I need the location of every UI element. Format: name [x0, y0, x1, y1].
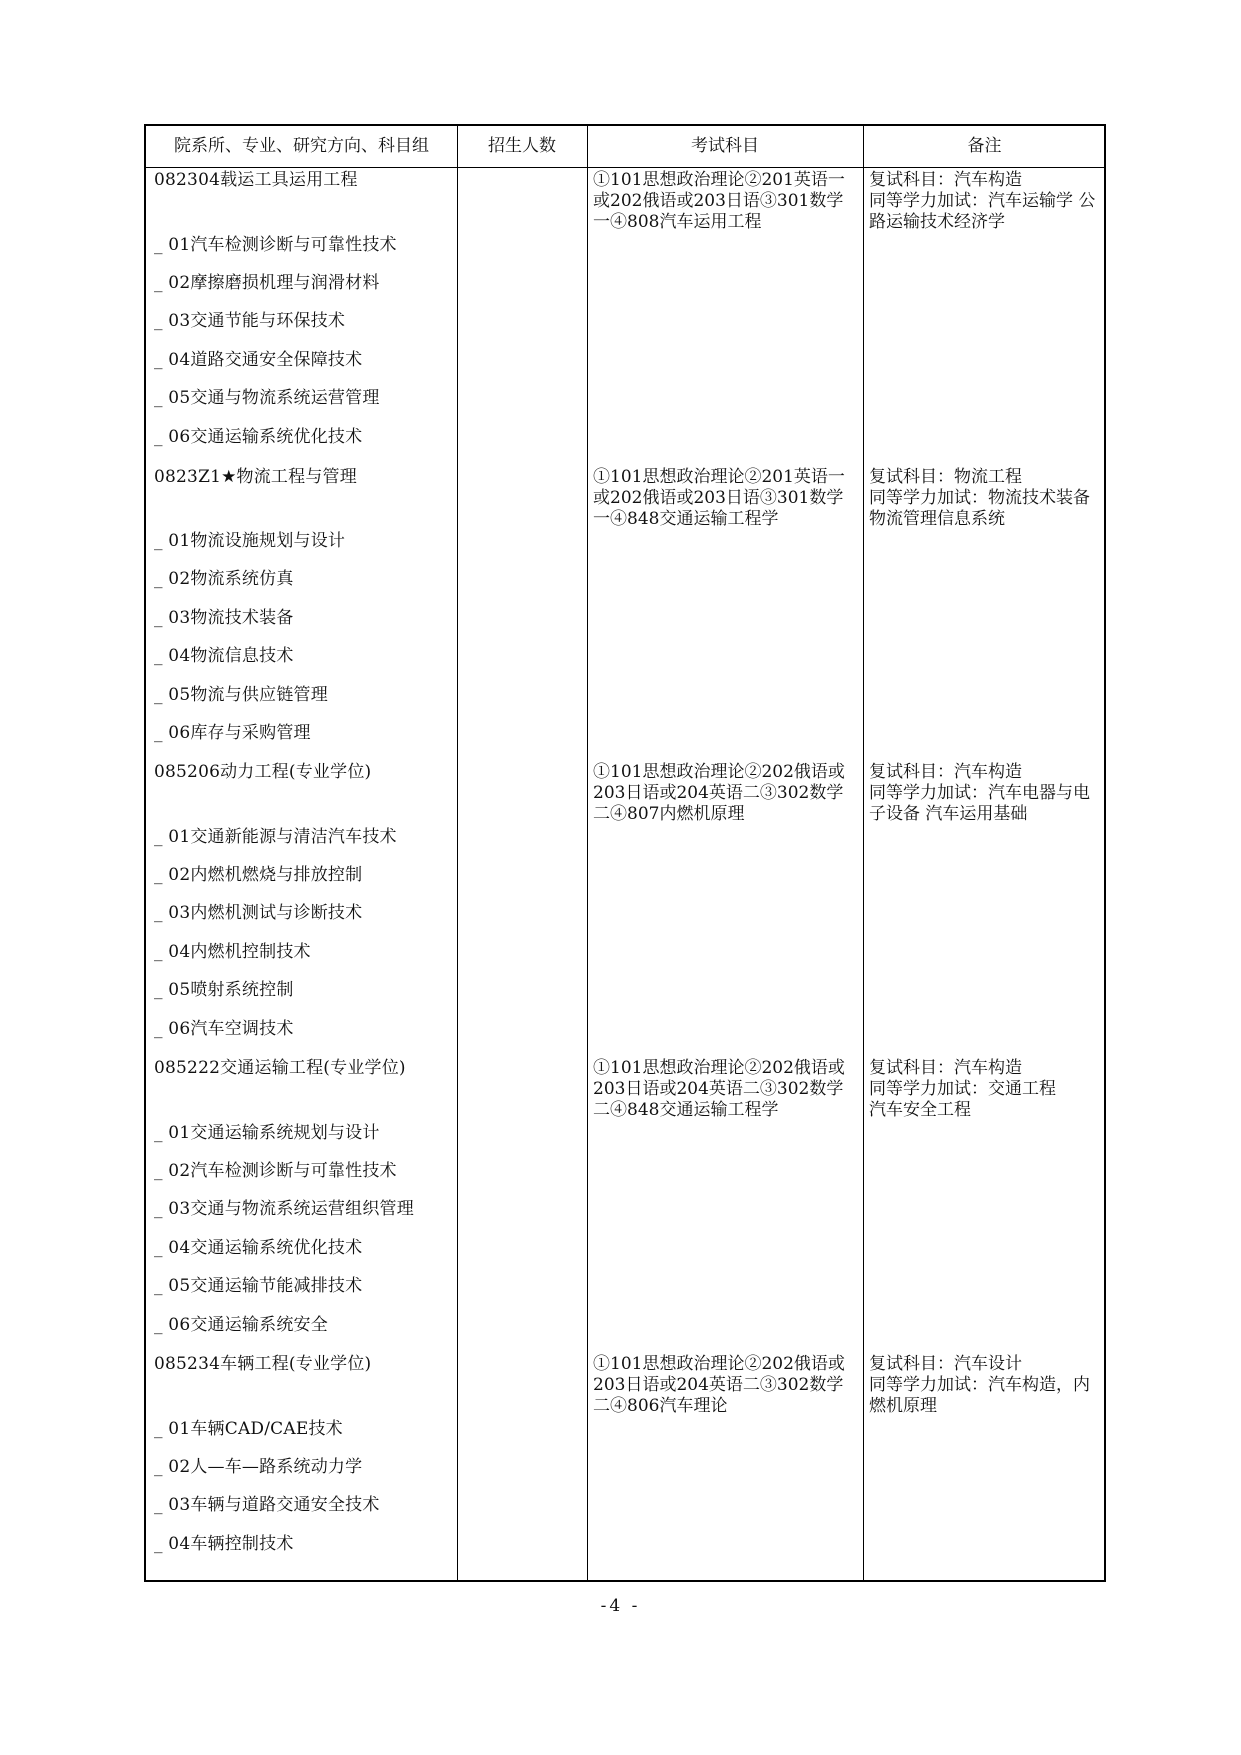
exam-subjects: ①101思想政治理论②201英语一或202俄语或203日语③301数学一④808汽车运用工程 [593, 170, 845, 232]
research-direction: _ 04交通运输系统优化技术 [154, 1238, 363, 1258]
research-direction: _ 06汽车空调技术 [154, 1019, 294, 1039]
research-direction: _ 03交通与物流系统运营组织管理 [154, 1199, 414, 1219]
exam-subjects: ①101思想政治理论②202俄语或203日语或204英语二③302数学二④806汽车理论 [593, 1354, 845, 1416]
header-department: 院系所、专业、研究方向、科目组 [174, 136, 429, 156]
research-direction: _ 03内燃机测试与诊断技术 [154, 903, 363, 923]
program-notes: 复试科目：汽车构造 同等学力加试：汽车电器与电子设备 汽车运用基础 [869, 762, 1090, 824]
research-direction: _ 04车辆控制技术 [154, 1534, 294, 1554]
research-direction: _ 01汽车检测诊断与可靠性技术 [154, 235, 397, 255]
research-direction: _ 01交通新能源与清洁汽车技术 [154, 827, 397, 847]
research-direction: _ 02内燃机燃烧与排放控制 [154, 865, 363, 885]
admissions-table [144, 124, 1106, 1582]
column-divider [587, 126, 588, 1580]
research-direction: _ 02人—车—路系统动力学 [154, 1457, 363, 1477]
exam-subjects: ①101思想政治理论②201英语一或202俄语或203日语③301数学一④848交通运输工程学 [593, 467, 845, 529]
research-direction: _ 03物流技术装备 [154, 608, 294, 628]
program-name: 082304载运工具运用工程 [154, 170, 358, 190]
program-notes: 复试科目：汽车构造 同等学力加试：汽车运输学 公路运输技术经济学 [869, 170, 1096, 232]
research-direction: _ 04道路交通安全保障技术 [154, 350, 363, 370]
program-name: 085206动力工程(专业学位) [154, 762, 372, 782]
header-notes: 备注 [967, 136, 1002, 156]
research-direction: _ 06交通运输系统安全 [154, 1315, 328, 1335]
research-direction: _ 05交通运输节能减排技术 [154, 1276, 363, 1296]
header-exam-subjects: 考试科目 [691, 136, 759, 156]
column-divider [863, 126, 864, 1580]
research-direction: _ 02汽车检测诊断与可靠性技术 [154, 1161, 397, 1181]
research-direction: _ 05喷射系统控制 [154, 980, 294, 1000]
research-direction: _ 05物流与供应链管理 [154, 685, 328, 705]
program-name: 0823Z1★物流工程与管理 [154, 467, 357, 487]
research-direction: _ 04物流信息技术 [154, 646, 294, 666]
research-direction: _ 06交通运输系统优化技术 [154, 427, 363, 447]
program-notes: 复试科目：汽车设计 同等学力加试：汽车构造，内燃机原理 [869, 1354, 1090, 1416]
page-number: -4 - [600, 1596, 641, 1616]
research-direction: _ 01物流设施规划与设计 [154, 531, 346, 551]
program-name: 085234车辆工程(专业学位) [154, 1354, 372, 1374]
research-direction: _ 01交通运输系统规划与设计 [154, 1123, 380, 1143]
exam-subjects: ①101思想政治理论②202俄语或203日语或204英语二③302数学二④807内燃机原理 [593, 762, 845, 824]
program-notes: 复试科目：物流工程 同等学力加试：物流技术装备 物流管理信息系统 [869, 467, 1090, 529]
column-divider [457, 126, 458, 1580]
research-direction: _ 06库存与采购管理 [154, 723, 311, 743]
research-direction: _ 03交通节能与环保技术 [154, 311, 346, 331]
header-enrollment: 招生人数 [488, 136, 556, 156]
research-direction: _ 04内燃机控制技术 [154, 942, 311, 962]
exam-subjects: ①101思想政治理论②202俄语或203日语或204英语二③302数学二④848交通运输工程学 [593, 1058, 845, 1120]
research-direction: _ 03车辆与道路交通安全技术 [154, 1495, 380, 1515]
research-direction: _ 02物流系统仿真 [154, 569, 294, 589]
research-direction: _ 05交通与物流系统运营管理 [154, 388, 380, 408]
program-name: 085222交通运输工程(专业学位) [154, 1058, 406, 1078]
program-notes: 复试科目：汽车构造 同等学力加试：交通工程 汽车安全工程 [869, 1058, 1056, 1120]
research-direction: _ 02摩擦磨损机理与润滑材料 [154, 273, 380, 293]
research-direction: _ 01车辆CAD/CAE技术 [154, 1419, 343, 1439]
